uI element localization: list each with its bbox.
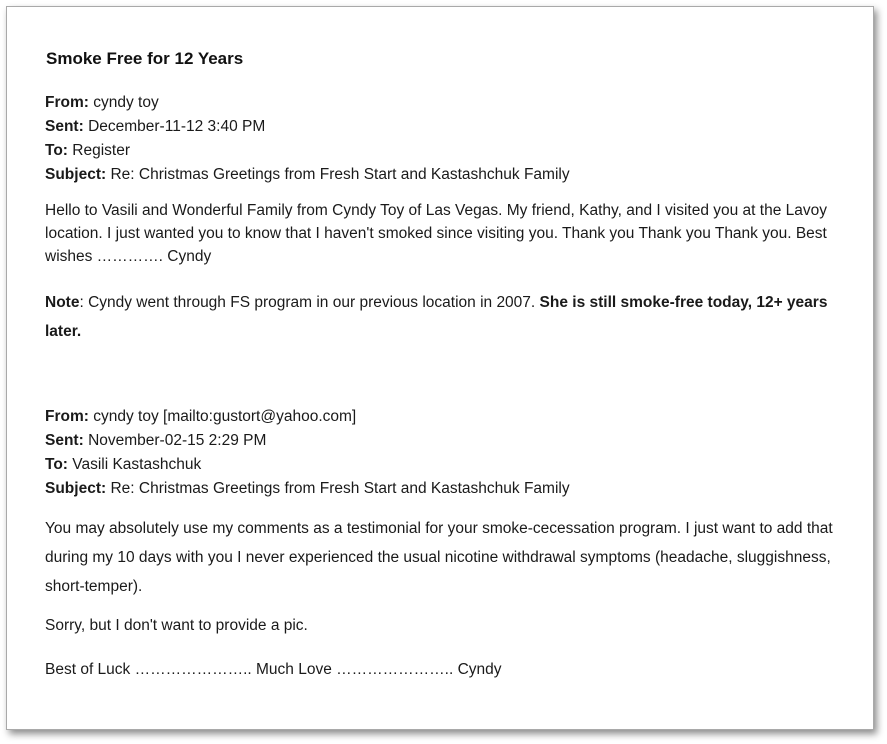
to-value: Register <box>72 142 130 159</box>
to-line <box>45 139 570 163</box>
note-paragraph <box>45 288 845 346</box>
email-body-1: Hello to Vasili and Wonderful Family from Cyndy Toy of Las Vegas. My friend, Kathy, and I visited you at the Lavoy location. I just wanted you to know that I haven't smoked since visiting you. Thank you Thank you Thank you. Best wishes …………. Cyndy <box>45 202 827 265</box>
sent-label: Sent: <box>45 118 84 135</box>
from-label: From: <box>45 94 89 111</box>
document-card <box>6 6 874 730</box>
sent-value: November-02-15 2:29 PM <box>88 432 267 449</box>
subject-value: Re: Christmas Greetings from Fresh Start and Kastashchuk Family <box>110 166 570 183</box>
note-label: Note <box>45 294 80 311</box>
from-value: cyndy toy <box>93 94 159 111</box>
subject-label: Subject: <box>45 480 107 497</box>
sent-line <box>45 429 570 453</box>
sent-value: December-11-12 3:40 PM <box>88 118 266 135</box>
note-bold-text: She is still smoke-free today, 12+ years later. <box>45 294 828 340</box>
note-text: : Cyndy went through FS program in our previous location in 2007. <box>79 294 540 311</box>
email-header-2 <box>45 405 570 501</box>
email-header-1 <box>45 91 570 187</box>
to-label: To: <box>45 456 68 473</box>
to-line <box>45 453 570 477</box>
from-line <box>45 405 570 429</box>
subject-value: Re: Christmas Greetings from Fresh Start and Kastashchuk Family <box>110 480 570 497</box>
page-title: Smoke Free for 12 Years <box>46 49 244 68</box>
from-label: From: <box>45 408 89 425</box>
email-body-2: You may absolutely use my comments as a testimonial for your smoke-cecessation program. I just want to add that during my 10 days with you I never experienced the usual nicotine withdrawal symptoms (headache, sluggishness, short-temper). <box>45 520 833 595</box>
subject-line <box>45 477 570 501</box>
from-value: cyndy toy [mailto:gustort@yahoo.com] <box>93 408 357 425</box>
email-signoff: Best of Luck ………………….. Much Love ………………….. Cyndy <box>45 661 502 678</box>
email-body-3: Sorry, but I don't want to provide a pic. <box>45 617 308 634</box>
sent-line <box>45 115 570 139</box>
sent-label: Sent: <box>45 432 84 449</box>
subject-label: Subject: <box>45 166 107 183</box>
to-value: Vasili Kastashchuk <box>72 456 202 473</box>
from-line <box>45 91 570 115</box>
to-label: To: <box>45 142 68 159</box>
subject-line <box>45 163 570 187</box>
